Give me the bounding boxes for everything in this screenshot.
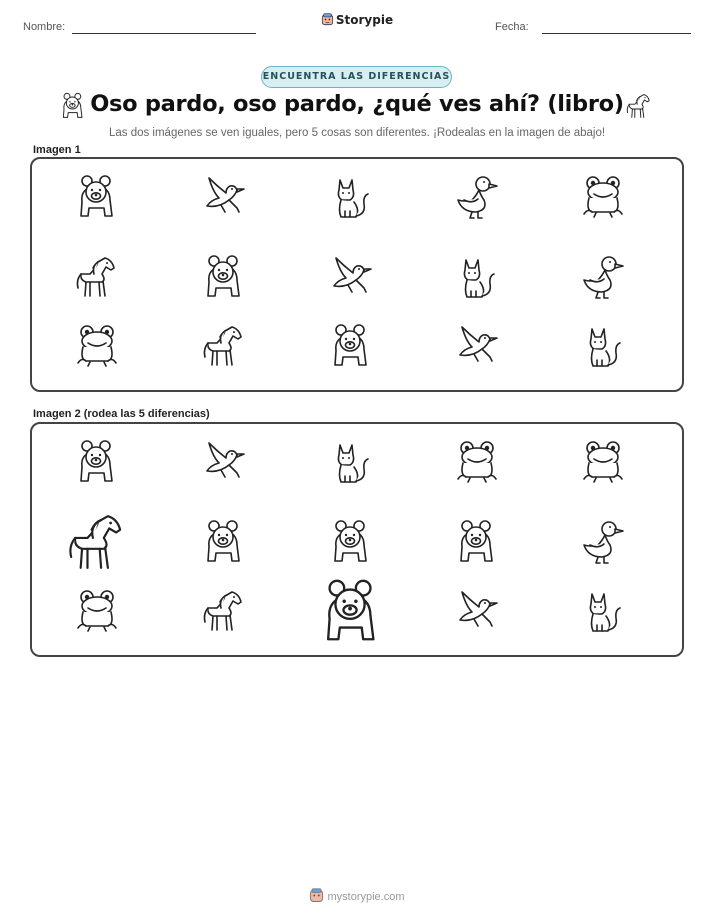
- frog-icon[interactable]: [578, 437, 628, 487]
- bird-icon: [452, 321, 502, 371]
- bear-icon: [326, 321, 376, 371]
- frog-icon: [578, 172, 628, 222]
- brand-logo: [0, 13, 714, 27]
- frog-icon: [72, 321, 122, 371]
- duck-icon: [578, 252, 628, 302]
- footer: [0, 888, 714, 903]
- brand-name: Storypie: [335, 13, 394, 27]
- duck-icon: [452, 172, 502, 222]
- image1-panel: [30, 157, 684, 392]
- bear-icon[interactable]: [326, 517, 376, 567]
- page-title: Oso pardo, oso pardo, ¿qué ves ahí? (libro): [90, 91, 624, 117]
- bear-decor-icon: [58, 90, 88, 122]
- bird-icon: [326, 252, 376, 302]
- date-label: Fecha:: [495, 21, 529, 33]
- bird-icon[interactable]: [199, 437, 249, 487]
- horse-icon[interactable]: [63, 508, 131, 576]
- image2-label: Imagen 2 (rodea las 5 diferencias): [33, 408, 210, 420]
- cat-icon: [452, 252, 502, 302]
- bear-icon: [199, 252, 249, 302]
- name-field[interactable]: [72, 33, 256, 34]
- footer-url: mystorypie.com: [327, 891, 405, 903]
- horse-decor-icon: [624, 90, 654, 122]
- image2-panel[interactable]: [30, 422, 684, 657]
- cat-icon: [578, 321, 628, 371]
- bear-icon[interactable]: [72, 437, 122, 487]
- horse-icon[interactable]: [199, 586, 249, 636]
- bird-icon: [199, 172, 249, 222]
- frog-icon[interactable]: [452, 437, 502, 487]
- horse-icon: [199, 321, 249, 371]
- cat-icon[interactable]: [578, 586, 628, 636]
- frog-icon[interactable]: [72, 586, 122, 636]
- date-field[interactable]: [542, 33, 691, 34]
- bird-icon[interactable]: [452, 586, 502, 636]
- cat-icon: [326, 172, 376, 222]
- instructions: Las dos imágenes se ven iguales, pero 5 cosas son diferentes. ¡Rodealas en la imagen de abajo!: [108, 127, 606, 139]
- bear-icon[interactable]: [315, 575, 388, 648]
- activity-badge: ENCUENTRA LAS DIFERENCIAS: [261, 66, 452, 88]
- duck-icon[interactable]: [578, 517, 628, 567]
- storypie-mascot-icon: [321, 13, 334, 26]
- horse-icon: [72, 252, 122, 302]
- bear-icon[interactable]: [452, 517, 502, 567]
- bear-icon: [72, 172, 122, 222]
- name-label: Nombre:: [23, 21, 66, 33]
- bear-icon[interactable]: [199, 517, 249, 567]
- image1-label: Imagen 1: [33, 144, 81, 156]
- cat-icon[interactable]: [326, 437, 376, 487]
- storypie-mascot-icon: [309, 888, 324, 903]
